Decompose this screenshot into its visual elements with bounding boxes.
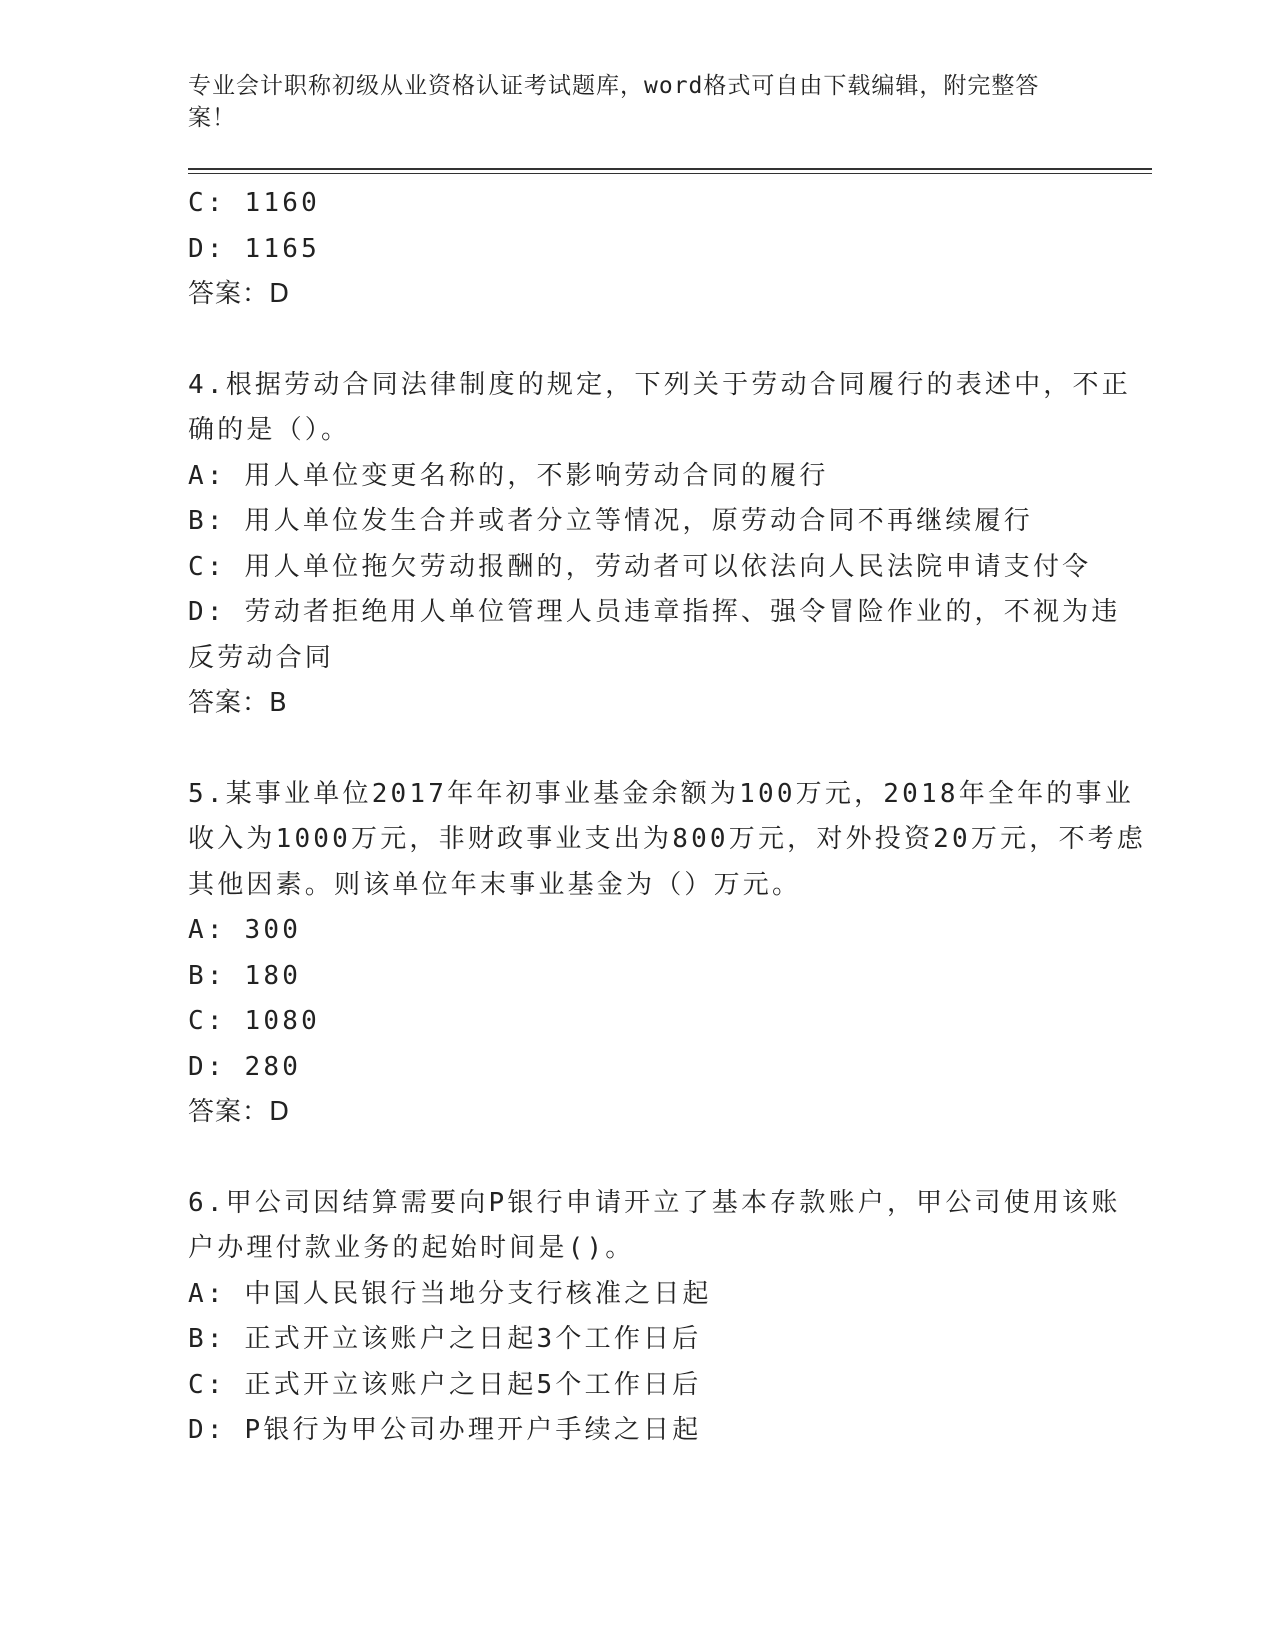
option-d: D: 1165	[188, 233, 320, 264]
header-divider-thin	[188, 173, 1152, 174]
option-a: A: 用人单位变更名称的，不影响劳动合同的履行	[188, 460, 829, 491]
question-6	[188, 1181, 1148, 1454]
question-content	[188, 181, 1148, 1454]
question-stem: 6.甲公司因结算需要向P银行申请开立了基本存款账户，甲公司使用该账户办理付款业务的起始时间是()。	[188, 1187, 1121, 1263]
spacer	[188, 1136, 1148, 1181]
option-d: D: 280	[188, 1051, 302, 1082]
question-4	[188, 363, 1148, 727]
question-stem: 5.某事业单位2017年年初事业基金余额为100万元，2018年全年的事业收入为1000万元，非财政事业支出为800万元，对外投资20万元，不考虑其他因素。则该单位年末事业基金为（）万元。	[188, 778, 1147, 900]
question-5	[188, 772, 1148, 1136]
option-a: A: 中国人民银行当地分支行核准之日起	[188, 1278, 712, 1309]
spacer	[188, 727, 1148, 772]
option-b: B: 180	[188, 960, 302, 991]
answer-line: 答案：D	[188, 1097, 291, 1127]
page-header-text: 专业会计职称初级从业资格认证考试题库，word格式可自由下载编辑，附完整答案！	[188, 73, 1040, 131]
option-c: C: 1080	[188, 1006, 320, 1036]
spacer	[188, 318, 1148, 363]
question-3-continuation	[188, 181, 1148, 318]
question-stem: 4.根据劳动合同法律制度的规定，下列关于劳动合同履行的表述中，不正确的是（）。	[188, 369, 1131, 445]
answer-line: 答案：B	[188, 688, 288, 718]
option-a: A: 300	[188, 915, 302, 945]
option-c: C: 用人单位拖欠劳动报酬的，劳动者可以依法向人民法院申请支付令	[188, 551, 1092, 582]
option-c: C: 正式开立该账户之日起5个工作日后	[188, 1369, 702, 1400]
option-b: B: 正式开立该账户之日起3个工作日后	[188, 1324, 702, 1354]
header-divider	[188, 168, 1152, 174]
option-d: D: P银行为甲公司办理开户手续之日起	[188, 1415, 702, 1445]
answer-line: 答案：D	[188, 279, 291, 309]
option-c: C: 1160	[188, 188, 320, 218]
option-b: B: 用人单位发生合并或者分立等情况，原劳动合同不再继续履行	[188, 506, 1033, 536]
document-page	[188, 70, 1148, 1454]
option-d: D: 劳动者拒绝用人单位管理人员违章指挥、强令冒险作业的，不视为违反劳动合同	[188, 597, 1121, 673]
